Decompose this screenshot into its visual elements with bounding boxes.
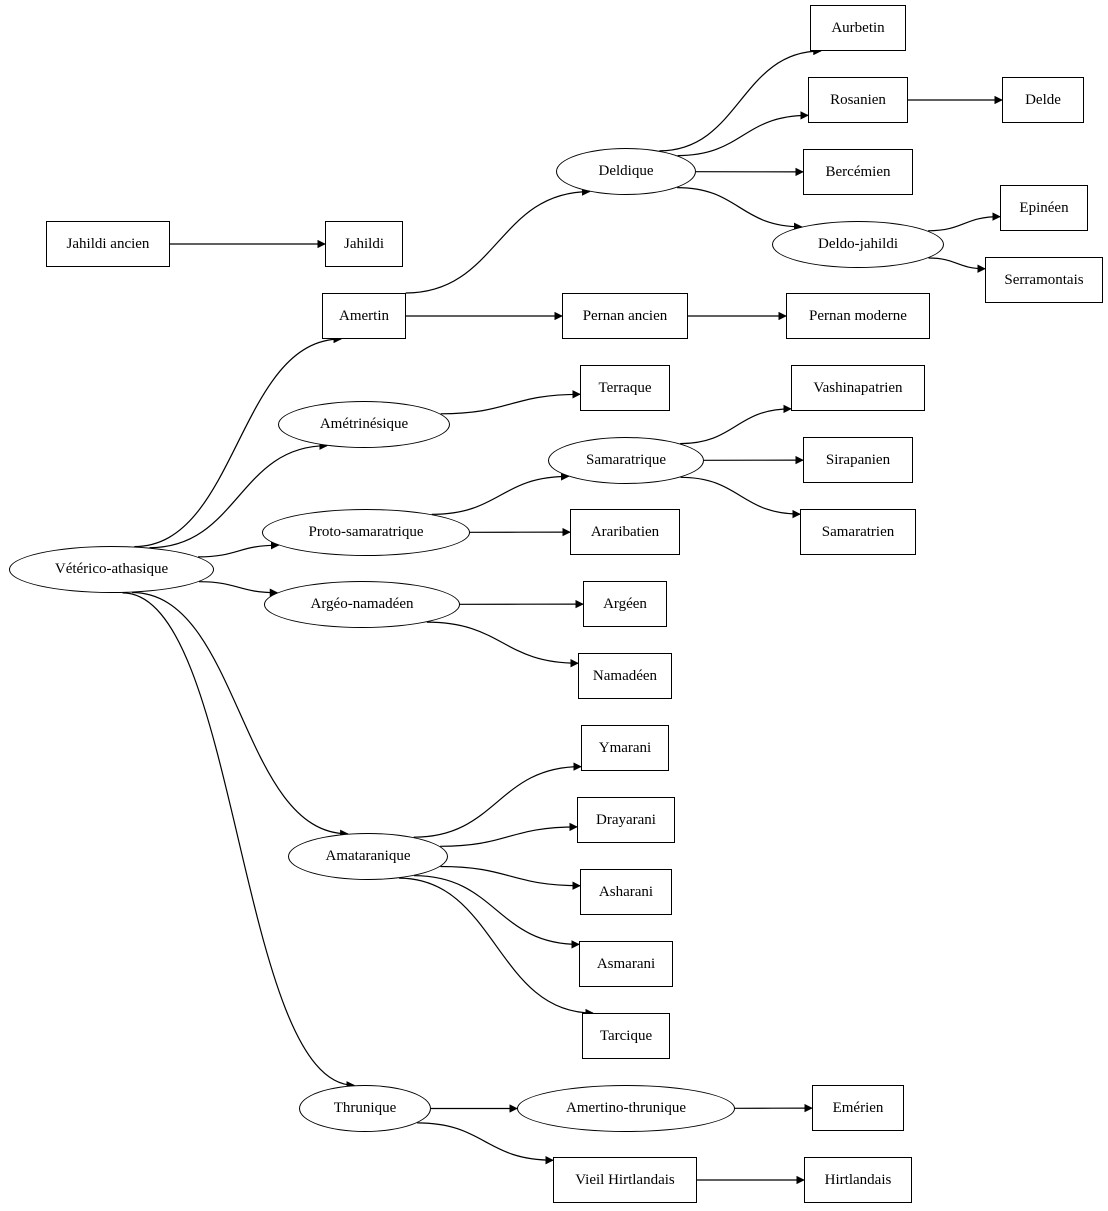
graph-node-asharani[interactable]: Asharani (580, 869, 672, 915)
graph-edge-deldique-to-rosanien (678, 115, 808, 155)
graph-edge-amataranique-to-tarcique (399, 878, 593, 1013)
graph-node-jahildi_ancien[interactable]: Jahildi ancien (46, 221, 170, 267)
graph-node-proto_samaratrique[interactable]: Proto-samaratrique (262, 509, 470, 556)
graph-node-samaratrique[interactable]: Samaratrique (548, 437, 704, 484)
graph-node-argeen[interactable]: Argéen (583, 581, 667, 627)
graph-edge-amataranique-to-asharani (440, 867, 580, 886)
graph-node-namadeen[interactable]: Namadéen (578, 653, 672, 699)
graph-node-veterico[interactable]: Vétérico-athasique (9, 546, 214, 593)
graph-edge-deldique-to-deldo_jahildi (677, 188, 802, 227)
graph-edge-amataranique-to-ymarani (414, 767, 581, 838)
graph-node-deldo_jahildi[interactable]: Deldo-jahildi (772, 221, 944, 268)
graph-node-rosanien[interactable]: Rosanien (808, 77, 908, 123)
graph-edge-veterico-to-proto_samaratrique (198, 545, 278, 557)
graph-edge-deldique-to-aurbetin (659, 51, 820, 151)
graph-edge-amertin-to-deldique (406, 192, 590, 293)
graph-node-amataranique[interactable]: Amataranique (288, 833, 448, 880)
graph-node-araribatien[interactable]: Araribatien (570, 509, 680, 555)
graph-edge-argeo_namadeen-to-namadeen (427, 622, 578, 663)
graph-edge-samaratrique-to-vashinapatrien (680, 409, 791, 444)
graph-edge-amataranique-to-drayarani (440, 827, 577, 846)
graph-node-vieil_hirtlandais[interactable]: Vieil Hirtlandais (553, 1157, 697, 1203)
graph-node-tarcique[interactable]: Tarcique (582, 1013, 670, 1059)
graph-node-delde[interactable]: Delde (1002, 77, 1084, 123)
graph-node-asmarani[interactable]: Asmarani (579, 941, 673, 987)
graph-node-ymarani[interactable]: Ymarani (581, 725, 669, 771)
graph-edge-samaratrique-to-samaratrien (681, 477, 801, 514)
graph-edge-veterico-to-amataranique (132, 593, 348, 834)
graph-node-argeo_namadeen[interactable]: Argéo-namadéen (264, 581, 460, 628)
graph-node-sirapanien[interactable]: Sirapanien (803, 437, 913, 483)
graph-node-amertino_thrunique[interactable]: Amertino-thrunique (517, 1085, 735, 1132)
graph-node-deldique[interactable]: Deldique (556, 148, 696, 195)
graph-edge-deldo_jahildi-to-epineen (928, 217, 1000, 231)
graph-edge-proto_samaratrique-to-samaratrique (432, 476, 569, 514)
graph-edge-thrunique-to-vieil_hirtlandais (417, 1123, 553, 1160)
graph-node-pernan_ancien[interactable]: Pernan ancien (562, 293, 688, 339)
graph-node-ametrinesique[interactable]: Amétrinésique (278, 401, 450, 448)
graph-node-vashinapatrien[interactable]: Vashinapatrien (791, 365, 925, 411)
graph-edge-veterico-to-argeo_namadeen (199, 582, 277, 593)
graph-node-serramontais[interactable]: Serramontais (985, 257, 1103, 303)
graph-node-terraque[interactable]: Terraque (580, 365, 670, 411)
graph-edge-ametrinesique-to-terraque (441, 394, 580, 414)
graph-node-samaratrien[interactable]: Samaratrien (800, 509, 916, 555)
graph-node-emerien[interactable]: Emérien (812, 1085, 904, 1131)
graph-node-aurbetin[interactable]: Aurbetin (810, 5, 906, 51)
graph-edge-deldo_jahildi-to-serramontais (929, 258, 986, 269)
graph-node-epineen[interactable]: Epinéen (1000, 185, 1088, 231)
graph-node-bercemien[interactable]: Bercémien (803, 149, 913, 195)
graph-node-thrunique[interactable]: Thrunique (299, 1085, 431, 1132)
graph-node-amertin[interactable]: Amertin (322, 293, 406, 339)
graph-node-jahildi[interactable]: Jahildi (325, 221, 403, 267)
graph-node-pernan_moderne[interactable]: Pernan moderne (786, 293, 930, 339)
graph-edge-amataranique-to-asmarani (414, 876, 579, 945)
graph-node-hirtlandais[interactable]: Hirtlandais (804, 1157, 912, 1203)
graph-node-drayarani[interactable]: Drayarani (577, 797, 675, 843)
